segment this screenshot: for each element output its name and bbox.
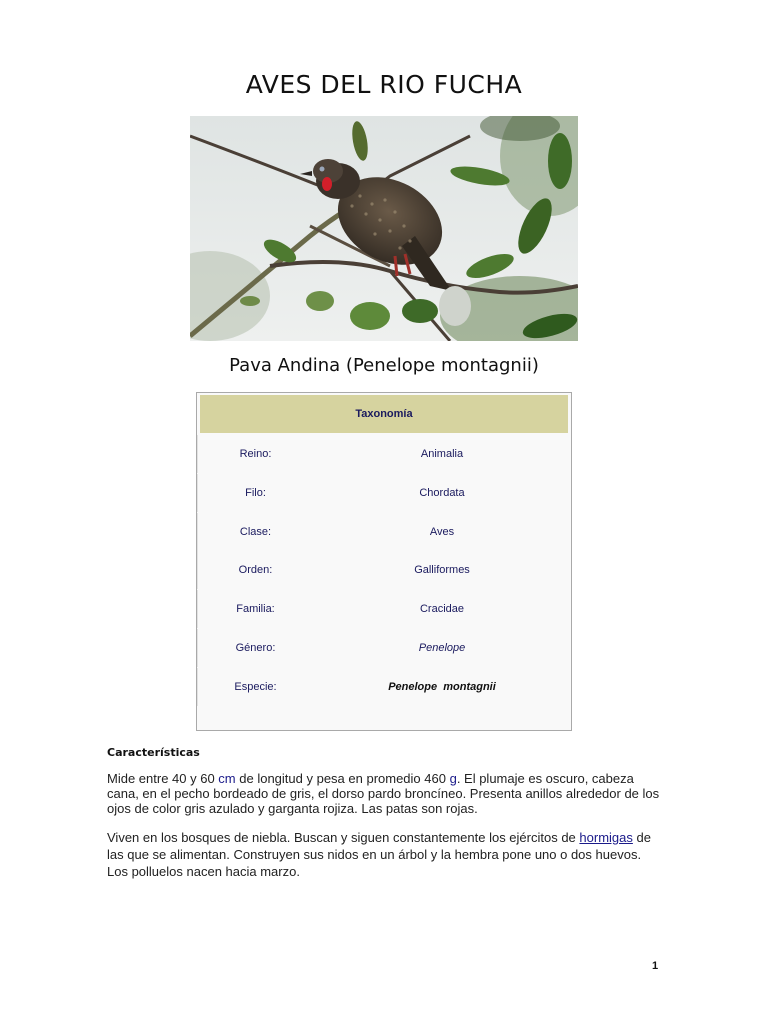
paragraph-description bbox=[107, 771, 663, 816]
taxonomy-row bbox=[197, 551, 571, 589]
section-heading: Características bbox=[107, 746, 200, 759]
taxonomy-value: Penelope montagnii bbox=[388, 681, 496, 693]
paragraph-text: de las que se alimentan. Construyen sus nidos en un árbol y la hembra pone uno o dos huevos. Los polluelos nacen hacia marzo. bbox=[107, 830, 651, 879]
g-link[interactable]: g bbox=[449, 771, 457, 786]
page-number: 1 bbox=[652, 960, 659, 972]
taxonomy-row bbox=[197, 590, 571, 628]
paragraph-text: Mide entre 40 y 60 bbox=[107, 771, 219, 786]
photo-caption: Pava Andina (Penelope montagnii) bbox=[229, 355, 539, 376]
taxonomy-header: Taxonomía bbox=[200, 395, 568, 433]
taxonomy-value: Penelope bbox=[418, 642, 466, 654]
paragraph-text: Viven en los bosques de niebla. Buscan y siguen constantemente los ejércitos de bbox=[107, 830, 580, 845]
page-title: AVES DEL RIO FUCHA bbox=[245, 70, 523, 99]
taxonomy-label: Orden: bbox=[197, 551, 313, 589]
taxonomy-row bbox=[197, 668, 571, 706]
taxonomy-value: Chordata bbox=[419, 487, 465, 499]
taxonomy-row bbox=[197, 474, 571, 512]
hormigas-link[interactable]: hormigas bbox=[579, 830, 633, 845]
taxonomy-label: Filo: bbox=[197, 474, 313, 512]
taxonomy-label: Familia: bbox=[197, 590, 313, 628]
taxonomy-label: Especie: bbox=[197, 668, 313, 706]
paragraph-habitat bbox=[107, 829, 663, 880]
cm-link[interactable]: cm bbox=[218, 771, 236, 786]
taxonomy-label: Clase: bbox=[197, 513, 313, 551]
taxonomy-value: Cracidae bbox=[419, 603, 465, 615]
taxonomy-row bbox=[197, 629, 571, 667]
taxonomy-value: Aves bbox=[429, 526, 455, 538]
taxonomy-row bbox=[197, 435, 571, 473]
taxonomy-value: Animalia bbox=[420, 448, 464, 460]
bird-photo bbox=[190, 116, 578, 341]
paragraph-text: . El plumaje es oscuro, cabeza cana, en el pecho bordeado de gris, el dorso pardo broncíneo. Presenta anillos alrededor de los ojos de color gris azulado y garganta rojiza. Las patas son rojas. bbox=[107, 771, 660, 816]
taxonomy-row bbox=[197, 513, 571, 551]
taxonomy-label: Reino: bbox=[197, 435, 313, 473]
taxonomy-label: Género: bbox=[197, 629, 313, 667]
taxonomy-table bbox=[196, 392, 572, 731]
paragraph-text: de longitud y pesa en promedio 460 bbox=[235, 771, 450, 786]
taxonomy-value: Galliformes bbox=[414, 564, 470, 576]
